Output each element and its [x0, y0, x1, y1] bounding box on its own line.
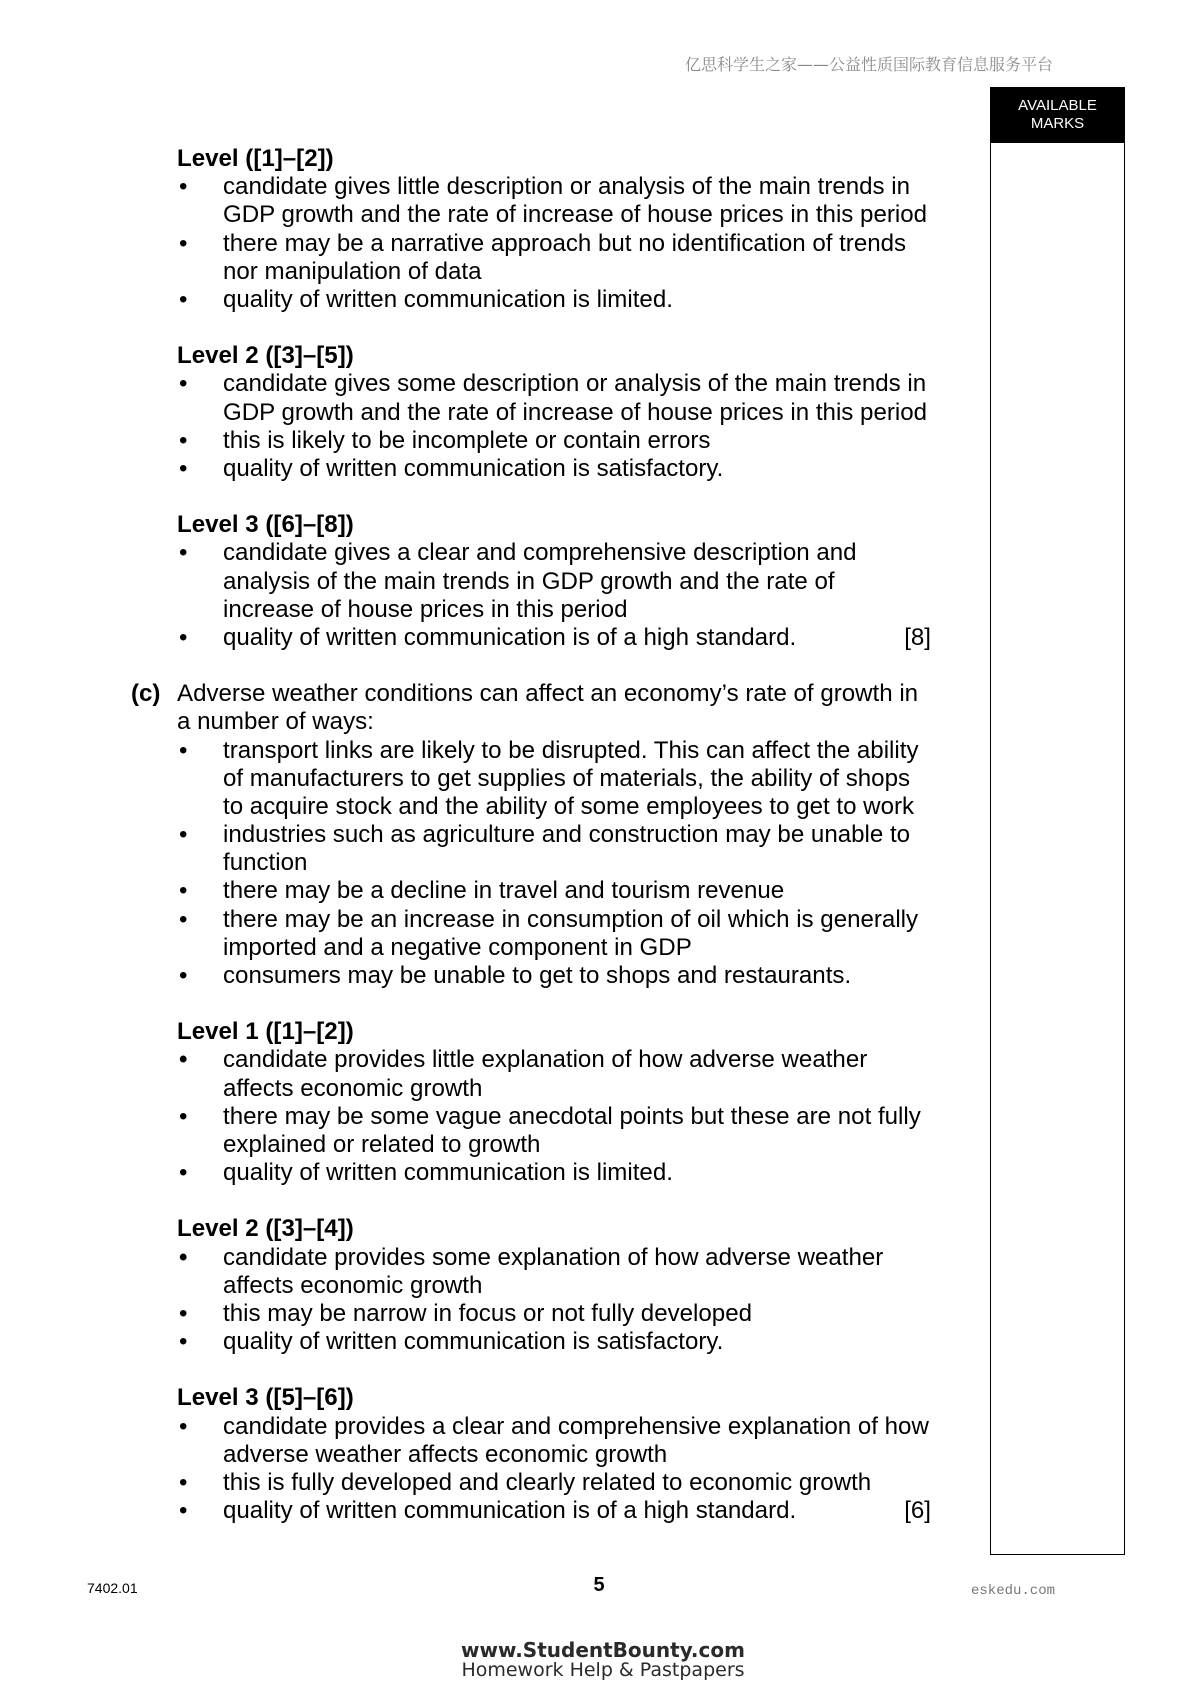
criterion-item	[131, 1300, 931, 1328]
bullet: •	[179, 173, 188, 201]
criterion-item	[131, 1328, 931, 1356]
bullet: •	[179, 370, 188, 398]
criterion-text: this may be narrow in focus or not fully developed	[223, 1299, 753, 1327]
criterion-text: candidate gives little description or analysis of the main trends in GDP growth and the rate of increase of house prices in this period	[223, 173, 928, 229]
criterion-text: quality of written communication is of a high standard.	[223, 623, 797, 651]
answer-point-text: consumers may be unable to get to shops and restaurants.	[223, 961, 852, 989]
bullet: •	[179, 454, 188, 482]
question-part	[131, 680, 931, 736]
criterion-item	[131, 455, 931, 483]
criterion-item	[131, 370, 931, 426]
criterion-text: quality of written communication is limited.	[223, 285, 673, 313]
criterion-text: quality of written communication is satisfactory.	[223, 1328, 724, 1356]
site-banner: 亿思科学生之家——公益性质国际教育信息服务平台	[684, 55, 1053, 74]
bullet: •	[179, 905, 188, 933]
criterion-item	[131, 1413, 931, 1469]
criterion-text: there may be some vague anecdotal points but these are not fully explained or related to growth	[223, 1102, 921, 1158]
answer-point-text: industries such as agriculture and construction may be unable to function	[223, 821, 911, 877]
criterion-text: candidate gives a clear and comprehensive description and analysis of the main trends in GDP growth and the rate of increase of house prices in this period	[223, 539, 857, 623]
level-heading: Level 3 ([6]–[8])	[177, 511, 354, 539]
mark-scheme-content	[131, 145, 931, 1525]
level-heading: Level ([1]–[2])	[177, 145, 334, 172]
spacer	[131, 990, 931, 1018]
criterion-text: candidate provides some explanation of how adverse weather affects economic growth	[223, 1243, 884, 1299]
question-intro: Adverse weather conditions can affect an economy’s rate of growth in a number of ways:	[177, 680, 919, 736]
bullet: •	[179, 426, 188, 454]
criterion-item	[131, 427, 931, 455]
total-mark: [8]	[904, 623, 931, 651]
level-heading: Level 1 ([1]–[2])	[177, 1018, 354, 1046]
answer-point	[131, 737, 931, 822]
answer-point	[131, 877, 931, 905]
criterion-item	[131, 173, 931, 229]
bullet: •	[179, 1102, 188, 1130]
paper-code: 7402.01	[87, 1580, 138, 1596]
spacer	[131, 652, 931, 680]
total-mark: [6]	[904, 1497, 931, 1525]
bullet: •	[179, 1243, 188, 1271]
logo-tagline: Homework Help & Pastpapers	[461, 1659, 745, 1681]
criterion-text: this is fully developed and clearly related to economic growth	[223, 1468, 872, 1496]
page-number: 5	[593, 1574, 605, 1596]
bullet: •	[179, 229, 188, 257]
spacer	[131, 1187, 931, 1215]
answer-point-text: transport links are likely to be disrupted. This can affect the ability of manufacturers to get supplies of materials, the ability of shops to acquire stock and the ability of some employees to get to work	[223, 736, 919, 820]
criterion-item	[131, 1244, 931, 1300]
criterion-item	[131, 286, 931, 314]
bullet: •	[179, 1497, 188, 1525]
level-heading: Level 2 ([3]–[4])	[177, 1215, 354, 1243]
spacer	[131, 1356, 931, 1384]
answer-point	[131, 962, 931, 990]
bullet: •	[179, 623, 188, 651]
criterion-item	[131, 1497, 931, 1525]
criterion-text: quality of written communication is of a high standard.	[223, 1497, 797, 1525]
available-marks-header: AVAILABLE MARKS	[991, 88, 1124, 143]
criterion-text: candidate provides a clear and comprehensive explanation of how adverse weather affects economic growth	[223, 1412, 929, 1468]
criterion-item	[131, 1046, 931, 1102]
bullet: •	[179, 539, 188, 567]
bullet: •	[179, 1046, 188, 1074]
bullet: •	[179, 1468, 188, 1496]
answer-point	[131, 906, 931, 962]
bullet: •	[179, 736, 188, 764]
criterion-item	[131, 230, 931, 286]
logo-url: www.StudentBounty.com	[461, 1638, 745, 1662]
studentbounty-logo	[403, 1640, 803, 1680]
criterion-text: this is likely to be incomplete or contain errors	[223, 426, 711, 454]
level-heading: Level 3 ([5]–[6])	[177, 1384, 354, 1412]
answer-point-text: there may be a decline in travel and tourism revenue	[223, 877, 785, 905]
criterion-text: candidate gives some description or analysis of the main trends in GDP growth and the rate of increase of house prices in this period	[223, 370, 928, 426]
criterion-text: quality of written communication is satisfactory.	[223, 454, 724, 482]
bullet: •	[179, 877, 188, 905]
site-watermark: eskedu.com	[970, 1583, 1055, 1599]
bullet: •	[179, 821, 188, 849]
criterion-item	[131, 1103, 931, 1159]
criterion-item	[131, 1469, 931, 1497]
spacer	[131, 314, 931, 342]
bullet: •	[179, 285, 188, 313]
criterion-text: there may be a narrative approach but no identification of trends nor manipulation of data	[223, 229, 907, 285]
bullet: •	[179, 961, 188, 989]
criterion-text: quality of written communication is limited.	[223, 1159, 673, 1187]
bullet: •	[179, 1159, 188, 1187]
criterion-item	[131, 1159, 931, 1187]
criterion-item	[131, 624, 931, 652]
question-label: (c)	[131, 680, 161, 708]
available-marks-column	[990, 87, 1125, 1555]
criterion-text: candidate provides little explanation of how adverse weather affects economic growth	[223, 1046, 868, 1102]
bullet: •	[179, 1299, 188, 1327]
bullet: •	[179, 1412, 188, 1440]
answer-point-text: there may be an increase in consumption of oil which is generally imported and a negative component in GDP	[223, 905, 919, 961]
level-heading: Level 2 ([3]–[5])	[177, 342, 354, 370]
criterion-item	[131, 539, 931, 624]
answer-point	[131, 821, 931, 877]
spacer	[131, 483, 931, 511]
bullet: •	[179, 1328, 188, 1356]
